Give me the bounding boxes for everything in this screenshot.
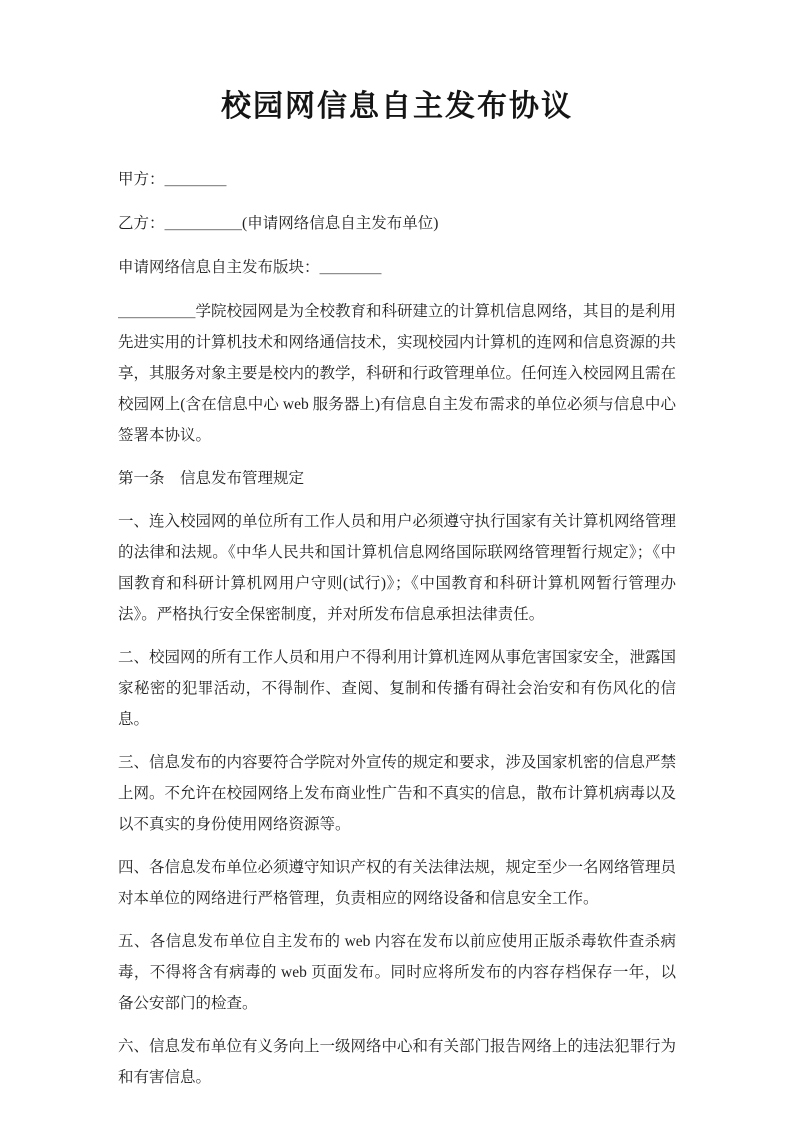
- party-a-blank: ＿＿＿＿: [164, 171, 227, 188]
- document-title: 校园网信息自主发布协议: [221, 90, 573, 123]
- clause-5: 五、各信息发布单位自主发布的 web 内容在发布以前应使用正版杀毒软件查杀病毒，不得将含有病毒的 web 页面发布。同时应将所发布的内容存档保存一年，以备公安部门的检查。: [118, 933, 676, 1012]
- party-b-suffix: (申请网络信息自主发布单位): [242, 215, 439, 232]
- clause-4: 四、各信息发布单位必须遵守知识产权的有关法律法规，规定至少一名网络管理员对本单位的网络进行严格管理，负责相应的网络设备和信息安全工作。: [118, 859, 677, 907]
- article-1-heading: 第一条 信息发布管理规定: [118, 470, 305, 487]
- clause-1: 一、连入校园网的单位所有工作人员和用户必须遵守执行国家有关计算机网络管理的法律和法规。《中华人民共和国计算机信息网络国际联网络管理暂行规定》；《中国教育和科研计算机网用户守则(试行)》；《中国教育和科研计算机网暂行管理办法》。严格执行安全保密制度，并对所发布信息承担法律责任。: [118, 513, 677, 623]
- intro-paragraph: ＿＿＿＿＿学院校园网是为全校教育和科研建立的计算机信息网络，其目的是利用先进实用的计算机技术和网络通信技术，实现校园内计算机的连网和信息资源的共享，其服务对象主要是校内的教学，科研和行政管理单位。任何连入校园网且需在校园网上(含在信息中心 web 服务器上)有信息自主发布需求的单位必须与信息中心签署本协议。: [118, 303, 677, 444]
- party-b-blank: ＿＿＿＿＿: [164, 215, 243, 232]
- publish-board-blank: ＿＿＿＿: [319, 259, 382, 276]
- party-a-label: 甲方：: [118, 171, 165, 188]
- clause-3: 三、信息发布的内容要符合学院对外宣传的规定和要求，涉及国家机密的信息严禁上网。不允许在校园网络上发布商业性广告和不真实的信息，散布计算机病毒以及以不真实的身份使用网络资源等。: [118, 754, 677, 833]
- party-a-line: [118, 164, 676, 195]
- publish-board-label: 申请网络信息自主发布版块：: [118, 259, 320, 276]
- publish-board-line: [118, 252, 676, 283]
- party-b-line: [118, 208, 676, 239]
- clause-6: 六、信息发布单位有义务向上一级网络中心和有关部门报告网络上的违法犯罪行为和有害信息。: [118, 1038, 677, 1086]
- party-b-label: 乙方：: [118, 215, 165, 232]
- clause-2: 二、校园网的所有工作人员和用户不得利用计算机连网从事危害国家安全，泄露国家秘密的犯罪活动，不得制作、查阅、复制和传播有碍社会治安和有伤风化的信息。: [118, 649, 677, 728]
